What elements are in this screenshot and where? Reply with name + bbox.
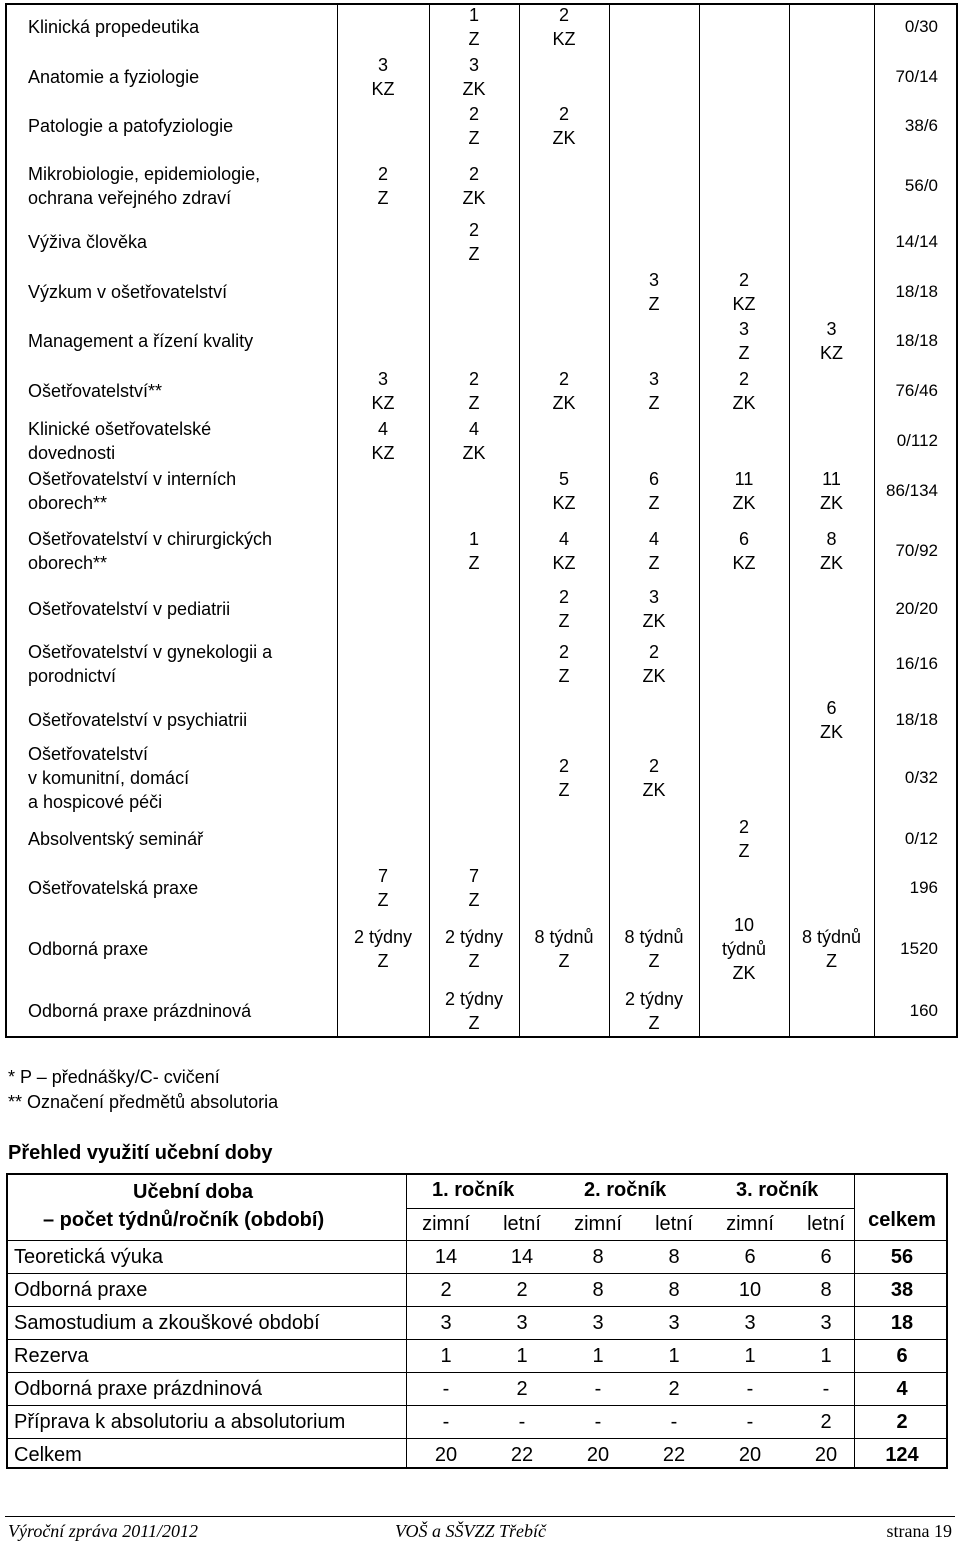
hours-cell: 1520 — [900, 939, 938, 958]
footer-divider — [5, 1516, 955, 1517]
term-header: zimní — [726, 1213, 774, 1235]
hours-cell: 160 — [909, 1001, 938, 1020]
semester-cell: 2 Z — [558, 587, 570, 631]
subject-name: Klinické ošetřovatelské dovednosti — [28, 419, 212, 463]
summary-value: 14 — [434, 1246, 458, 1268]
semester-cell: 10 týdnů ZK — [721, 915, 767, 983]
year-header: 1. ročník — [432, 1179, 515, 1201]
summary-value: - — [442, 1378, 450, 1400]
semester-cell: 2 ZK — [732, 369, 756, 413]
summary-row-label: Odborná praxe — [14, 1279, 148, 1301]
term-header: zimní — [422, 1213, 470, 1235]
hours-cell: 0/12 — [904, 829, 938, 848]
semester-cell: 5 KZ — [552, 469, 576, 513]
summary-value: 2 — [516, 1378, 528, 1400]
summary-row-label: Odborná praxe prázdninová — [14, 1378, 262, 1400]
semester-cell: 2 Z — [558, 756, 570, 800]
summary-value: - — [594, 1378, 602, 1400]
hours-cell: 20/20 — [895, 599, 938, 618]
semester-cell: 2 týdny Z — [444, 989, 504, 1033]
subject-name: Výzkum v ošetřovatelství — [28, 282, 228, 302]
header-label: Učební doba — [133, 1181, 254, 1203]
summary-total: 6 — [896, 1345, 908, 1367]
grid-vline — [609, 5, 610, 1036]
semester-cell: 6 ZK — [819, 698, 843, 742]
semester-cell: 4 KZ — [552, 529, 576, 573]
subject-name: Odborná praxe prázdninová — [28, 1001, 252, 1021]
hours-cell: 38/6 — [904, 116, 938, 135]
summary-value: - — [670, 1411, 678, 1433]
grid-vline — [874, 5, 875, 1036]
summary-table — [6, 1173, 948, 1469]
header-divider — [406, 1208, 854, 1209]
semester-cell: 2 Z — [558, 642, 570, 686]
summary-value: 2 — [668, 1378, 680, 1400]
summary-value: 22 — [510, 1444, 534, 1466]
semester-cell: 3 ZK — [642, 587, 666, 631]
summary-value: 3 — [668, 1312, 680, 1334]
semester-cell: 2 ZK — [552, 104, 576, 148]
summary-total: 38 — [890, 1279, 914, 1301]
semester-cell: 8 ZK — [819, 529, 843, 573]
subject-name: Výživa člověka — [28, 232, 148, 252]
year-header: 2. ročník — [584, 1179, 667, 1201]
semester-cell: 4 ZK — [462, 419, 486, 463]
semester-cell: 11 ZK — [819, 469, 843, 513]
summary-value: 1 — [516, 1345, 528, 1367]
summary-value: 8 — [592, 1279, 604, 1301]
total-header: celkem — [868, 1209, 936, 1231]
grid-hline — [8, 1339, 946, 1340]
summary-value: 3 — [440, 1312, 452, 1334]
summary-row-label: Rezerva — [14, 1345, 89, 1367]
term-header: zimní — [574, 1213, 622, 1235]
summary-value: 2 — [820, 1411, 832, 1433]
hours-cell: 56/0 — [904, 176, 938, 195]
summary-value: - — [822, 1378, 830, 1400]
hours-cell: 16/16 — [895, 654, 938, 673]
subject-name: Ošetřovatelství v komunitní, domácí a hospicové péči — [28, 744, 190, 812]
summary-value: 20 — [814, 1444, 838, 1466]
semester-cell: 7 Z — [377, 866, 389, 910]
summary-value: 22 — [662, 1444, 686, 1466]
semester-cell: 2 KZ — [552, 5, 576, 49]
summary-value: 14 — [510, 1246, 534, 1268]
semester-cell: 4 KZ — [371, 419, 395, 463]
grid-vline — [519, 5, 520, 1036]
summary-total: 56 — [890, 1246, 914, 1268]
semester-cell: 4 Z — [648, 529, 660, 573]
summary-value: 1 — [668, 1345, 680, 1367]
subject-name: Anatomie a fyziologie — [28, 67, 200, 87]
grid-hline — [8, 1273, 946, 1274]
summary-value: 3 — [592, 1312, 604, 1334]
grid-hline — [8, 1438, 946, 1439]
summary-value: - — [594, 1411, 602, 1433]
semester-cell: 8 týdnů Z — [534, 927, 594, 971]
summary-value: 8 — [592, 1246, 604, 1268]
term-header: letní — [807, 1213, 845, 1235]
subject-name: Mikrobiologie, epidemiologie, ochrana veřejného zdraví — [28, 164, 261, 208]
summary-value: - — [746, 1411, 754, 1433]
summary-row-label: Samostudium a zkouškové období — [14, 1312, 320, 1334]
summary-value: 2 — [516, 1279, 528, 1301]
subject-name: Ošetřovatelství v chirurgických oborech** — [28, 529, 273, 573]
grid-hline — [8, 1405, 946, 1406]
semester-cell: 2 ZK — [642, 642, 666, 686]
semester-cell: 8 týdnů Z — [801, 927, 862, 971]
semester-cell: 1 Z — [468, 529, 480, 573]
summary-title: Přehled využití učební doby — [8, 1142, 273, 1164]
footer-report-title: Výroční zpráva 2011/2012 — [8, 1521, 198, 1541]
semester-cell: 7 Z — [468, 866, 480, 910]
hours-cell: 14/14 — [895, 232, 938, 251]
grid-hline — [8, 1306, 946, 1307]
summary-value: 2 — [440, 1279, 452, 1301]
summary-value: 6 — [744, 1246, 756, 1268]
hours-cell: 70/14 — [895, 67, 938, 86]
summary-row-label: Teoretická výuka — [14, 1246, 163, 1268]
summary-total: 18 — [890, 1312, 914, 1334]
hours-cell: 76/46 — [895, 381, 938, 400]
summary-total: 4 — [896, 1378, 908, 1400]
semester-cell: 8 týdnů Z — [624, 927, 684, 971]
footer-page-number: strana 19 — [886, 1521, 952, 1541]
summary-value: - — [746, 1378, 754, 1400]
semester-cell: 2 Z — [468, 104, 480, 148]
hours-cell: 0/30 — [904, 17, 938, 36]
grid-hline — [8, 1372, 946, 1373]
semester-cell: 3 KZ — [371, 369, 395, 413]
subject-name: Ošetřovatelství v interních oborech** — [28, 469, 237, 513]
subject-name: Absolventský seminář — [28, 829, 204, 849]
summary-value: 20 — [738, 1444, 762, 1466]
hours-cell: 18/18 — [895, 710, 938, 729]
hours-cell: 18/18 — [895, 331, 938, 350]
summary-value: 3 — [820, 1312, 832, 1334]
summary-value: 20 — [586, 1444, 610, 1466]
hours-cell: 196 — [909, 878, 938, 897]
semester-cell: 11 ZK — [732, 469, 756, 513]
year-header: 3. ročník — [736, 1179, 819, 1201]
summary-total: 124 — [885, 1444, 919, 1466]
grid-vline — [699, 5, 700, 1036]
subject-name: Ošetřovatelství v gynekologii a porodnictví — [28, 642, 273, 686]
subject-name: Patologie a patofyziologie — [28, 116, 234, 136]
hours-cell: 18/18 — [895, 282, 938, 301]
semester-cell: 2 KZ — [732, 270, 756, 314]
semester-cell: 3 Z — [648, 270, 660, 314]
summary-value: 10 — [738, 1279, 762, 1301]
semester-cell: 2 týdny Z — [624, 989, 684, 1033]
subject-name: Ošetřovatelství v psychiatrii — [28, 710, 248, 730]
note-legend: * P – přednášky/C- cvičení — [8, 1067, 220, 1087]
semester-cell: 2 ZK — [642, 756, 666, 800]
semester-cell: 2 týdny Z — [444, 927, 504, 971]
subject-name: Management a řízení kvality — [28, 331, 254, 351]
summary-row-label: Příprava k absolutoriu a absolutorium — [14, 1411, 346, 1433]
hours-cell: 86/134 — [886, 481, 938, 500]
semester-cell: 6 Z — [648, 469, 660, 513]
semester-cell: 3 Z — [738, 319, 750, 363]
semester-cell: 2 Z — [377, 164, 389, 208]
summary-value: 1 — [820, 1345, 832, 1367]
grid-vline — [789, 5, 790, 1036]
summary-value: 8 — [668, 1279, 680, 1301]
note-absolutorium: ** Označení předmětů absolutoria — [8, 1092, 279, 1112]
summary-value: 3 — [744, 1312, 756, 1334]
summary-total: 2 — [896, 1411, 908, 1433]
grid-vline — [406, 1175, 407, 1467]
header-sublabel: – počet týdnů/ročník (období) — [43, 1209, 325, 1231]
curriculum-table — [5, 3, 958, 1038]
semester-cell: 1 Z — [468, 5, 480, 49]
semester-cell: 2 ZK — [462, 164, 486, 208]
semester-cell: 2 Z — [468, 220, 480, 264]
semester-cell: 3 KZ — [819, 319, 843, 363]
subject-name: Odborná praxe — [28, 939, 149, 959]
semester-cell: 3 KZ — [371, 55, 395, 99]
summary-value: 6 — [820, 1246, 832, 1268]
subject-name: Ošetřovatelství** — [28, 381, 163, 401]
semester-cell: 2 ZK — [552, 369, 576, 413]
summary-value: 1 — [592, 1345, 604, 1367]
summary-value: 8 — [820, 1279, 832, 1301]
summary-value: 20 — [434, 1444, 458, 1466]
semester-cell: 2 Z — [738, 817, 750, 861]
subject-name: Ošetřovatelství v pediatrii — [28, 599, 231, 619]
semester-cell: 2 Z — [468, 369, 480, 413]
subject-name: Klinická propedeutika — [28, 17, 200, 37]
summary-value: - — [518, 1411, 526, 1433]
summary-row-label: Celkem — [14, 1444, 82, 1466]
footer-school: VOŠ a SŠVZZ Třebíč — [395, 1521, 546, 1541]
term-header: letní — [655, 1213, 693, 1235]
summary-value: 1 — [744, 1345, 756, 1367]
summary-value: 3 — [516, 1312, 528, 1334]
hours-cell: 0/112 — [896, 431, 938, 450]
semester-cell: 2 týdny Z — [353, 927, 413, 971]
semester-cell: 3 ZK — [462, 55, 486, 99]
semester-cell: 6 KZ — [732, 529, 756, 573]
subject-name: Ošetřovatelská praxe — [28, 878, 199, 898]
hours-cell: 0/32 — [904, 768, 938, 787]
summary-value: - — [442, 1411, 450, 1433]
summary-value: 8 — [668, 1246, 680, 1268]
hours-cell: 70/92 — [895, 541, 938, 560]
semester-cell: 3 Z — [648, 369, 660, 413]
term-header: letní — [503, 1213, 541, 1235]
grid-hline — [8, 1240, 946, 1241]
summary-value: 1 — [440, 1345, 452, 1367]
